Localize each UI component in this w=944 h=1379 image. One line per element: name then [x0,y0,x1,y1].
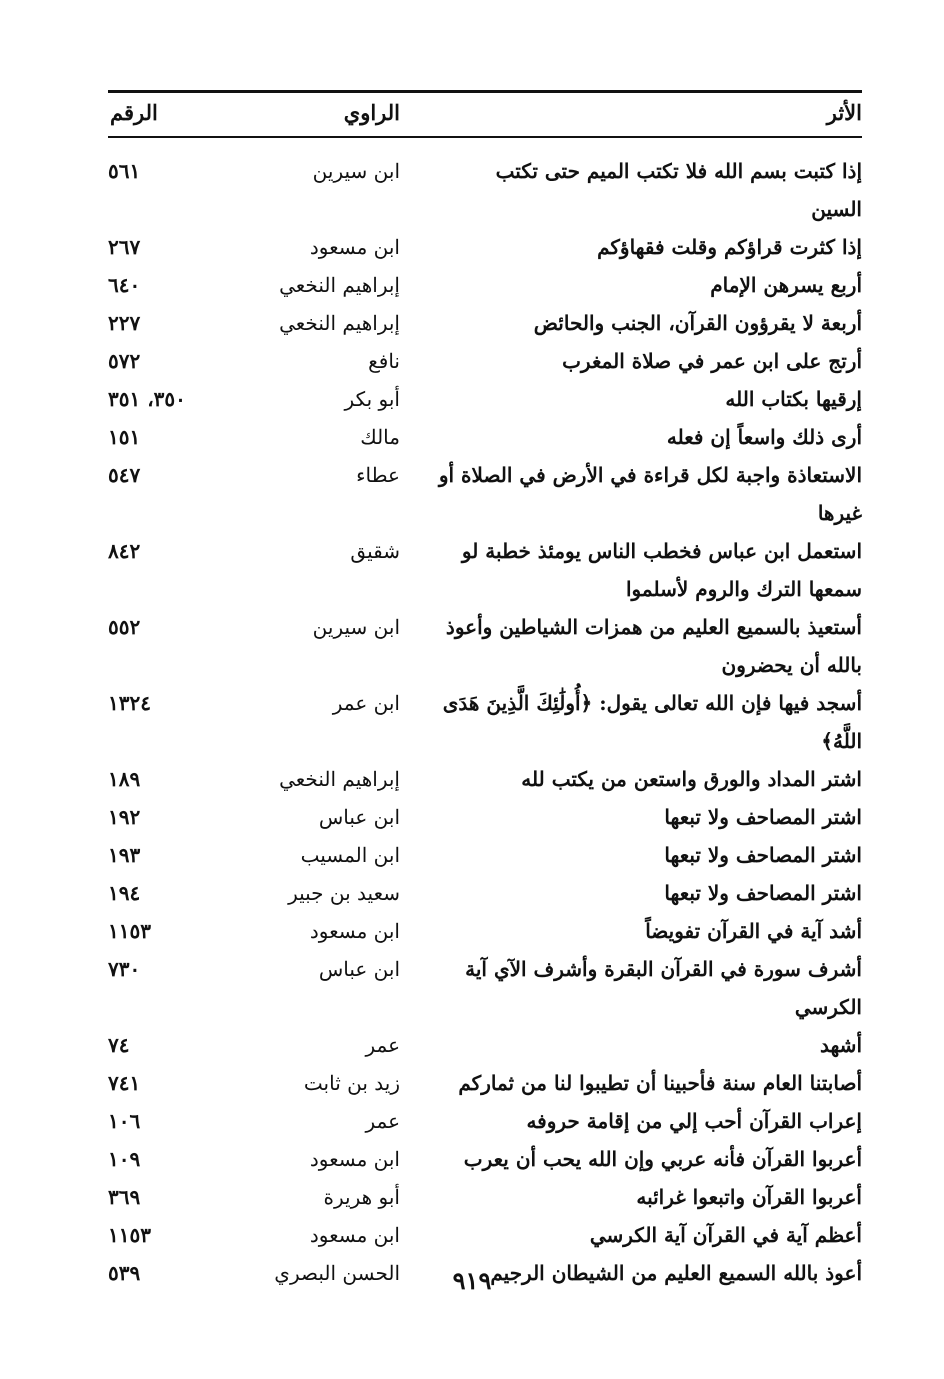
header-rawi: الراوي [343,100,400,125]
table-row [108,152,862,228]
athar-text: أشد آية في القرآن تفويضاً [645,919,862,943]
rawi-name: عطاء [356,463,400,487]
rawi-name: نافع [368,349,400,373]
table-row [108,228,862,266]
table-row [108,874,862,912]
rawi-name: زيد بن ثابت [303,1071,400,1095]
reference-number: ٢٢٧ [108,311,141,335]
rawi-name: ابن المسيب [300,843,400,867]
table-row [108,760,862,798]
reference-number: ١١٥٣ [108,1223,151,1247]
athar-text: أشرف سورة في القرآن البقرة وأشرف الآي آية الكرسي [465,957,862,1019]
rawi-name: ابن عباس [318,957,400,981]
athar-text: اشتر المصاحف ولا تبعها [664,881,862,905]
table-row [108,608,862,684]
reference-number: ٣٥٠، ٣٥١ [108,387,186,411]
athar-text: أرى ذلك واسعاً إن فعله [666,425,862,449]
table-row [108,1216,862,1254]
table-row [108,266,862,304]
reference-number: ١٠٦ [108,1109,141,1133]
reference-number: ١٣٢٤ [108,691,151,715]
rawi-name: إبراهيم النخعي [279,767,400,791]
rawi-name: إبراهيم النخعي [279,273,400,297]
table-row [108,1026,862,1064]
rawi-name: ابن مسعود [309,1147,400,1171]
table-row [108,684,862,760]
table-row [108,836,862,874]
athar-text: أربعة لا يقرؤون القرآن، الجنب والحائض [533,311,862,335]
reference-number: ١٩٣ [108,843,141,867]
athar-text: أعربوا القرآن فأنه عربي وإن الله يحب أن يعرب [463,1147,862,1171]
reference-number: ٢٦٧ [108,235,141,259]
reference-number: ٥٦١ [108,159,141,183]
rawi-name: مالك [360,425,400,449]
rawi-name: ابن مسعود [309,235,400,259]
athar-text: إذا كثرت قراؤكم وقلت فقهاؤكم [597,235,862,259]
athar-text: إرقيها بكتاب الله [725,387,862,411]
athar-text: أشهد [819,1033,862,1057]
reference-number: ٧٤ [108,1033,130,1057]
rawi-name: إبراهيم النخعي [279,311,400,335]
athar-text: أسجد فيها فإن الله تعالى يقول: ﴿أُولَٰئِكَ الَّذِينَ هَدَى اللَّهُ﴾ [442,691,862,753]
reference-number: ١٨٩ [108,767,141,791]
athar-text: اشتر المصاحف ولا تبعها [664,843,862,867]
reference-number: ٧٤١ [108,1071,141,1095]
rawi-name: عمر [365,1033,400,1057]
reference-number: ٥٤٧ [108,463,141,487]
table-row [108,342,862,380]
athar-text: أرتج على ابن عمر في صلاة المغرب [562,349,862,373]
rawi-name: ابن عباس [318,805,400,829]
rawi-name: ابن سيرين [312,159,400,183]
athar-text: اشتر المصاحف ولا تبعها [664,805,862,829]
rawi-name: ابن سيرين [312,615,400,639]
athar-text: أعظم آية في القرآن آية الكرسي [589,1223,862,1247]
athar-text: أربع يسرهن الإمام [710,273,862,297]
table-row [108,1102,862,1140]
table-row [108,1140,862,1178]
rawi-name: شقيق [350,539,400,563]
rawi-name: ابن مسعود [309,919,400,943]
table-row [108,1064,862,1102]
athar-text: أستعيذ بالسميع العليم من همزات الشياطين وأعوذ بالله أن يحضرون [445,615,862,677]
athar-text: أعوذ بالله السميع العليم من الشيطان الرجيم [490,1261,862,1285]
athar-text: الاستعاذة واجبة لكل قراءة في الأرض في الصلاة أو غيرها [438,463,862,525]
rawi-name: عمر [365,1109,400,1133]
rawi-name: ابن عمر [332,691,400,715]
page-number: ٩١٩ [452,1266,492,1295]
athar-text: أصابتنا العام سنة فأحبينا أن تطيبوا لنا من ثماركم [458,1071,862,1095]
reference-number: ٥٣٩ [108,1261,141,1285]
table-row [108,304,862,342]
rawi-name: ابن مسعود [309,1223,400,1247]
table-row [108,950,862,1026]
athar-text: اشتر المداد والورق واستعن من يكتب لله [521,767,862,791]
reference-number: ٥٧٢ [108,349,141,373]
reference-number: ٧٣٠ [108,957,141,981]
header-rule [108,136,862,138]
table-row [108,798,862,836]
top-rule [108,90,862,93]
table-row [108,418,862,456]
table-row [108,380,862,418]
athar-text: إعراب القرآن أحب إلي من إقامة حروفه [526,1109,862,1133]
rawi-name: أبو هريرة [323,1185,400,1209]
table-row [108,456,862,532]
reference-number: ٨٤٢ [108,539,141,563]
reference-number: ١٠٩ [108,1147,141,1171]
table-row [108,1178,862,1216]
header-athar: الأثر [826,100,862,125]
reference-number: ١١٥٣ [108,919,151,943]
rawi-name: أبو بكر [344,387,400,411]
reference-number: ٦٤٠ [108,273,141,297]
table-row [108,532,862,608]
table-header [108,94,862,134]
reference-number: ٣٦٩ [108,1185,141,1209]
reference-number: ٥٥٢ [108,615,141,639]
index-table [108,152,862,1292]
reference-number: ١٩٢ [108,805,141,829]
athar-text: أعربوا القرآن واتبعوا غرائبه [636,1185,862,1209]
reference-number: ١٥١ [108,425,141,449]
athar-text: استعمل ابن عباس فخطب الناس يومئذ خطبة لو سمعها الترك والروم لأسلموا [461,539,862,601]
table-row [108,912,862,950]
rawi-name: الحسن البصري [274,1261,400,1285]
reference-number: ١٩٤ [108,881,141,905]
rawi-name: سعيد بن جبير [288,881,400,905]
athar-text: إذا كتبت بسم الله فلا تكتب الميم حتى تكتب السين [495,159,862,221]
header-raqm: الرقم [110,100,158,125]
